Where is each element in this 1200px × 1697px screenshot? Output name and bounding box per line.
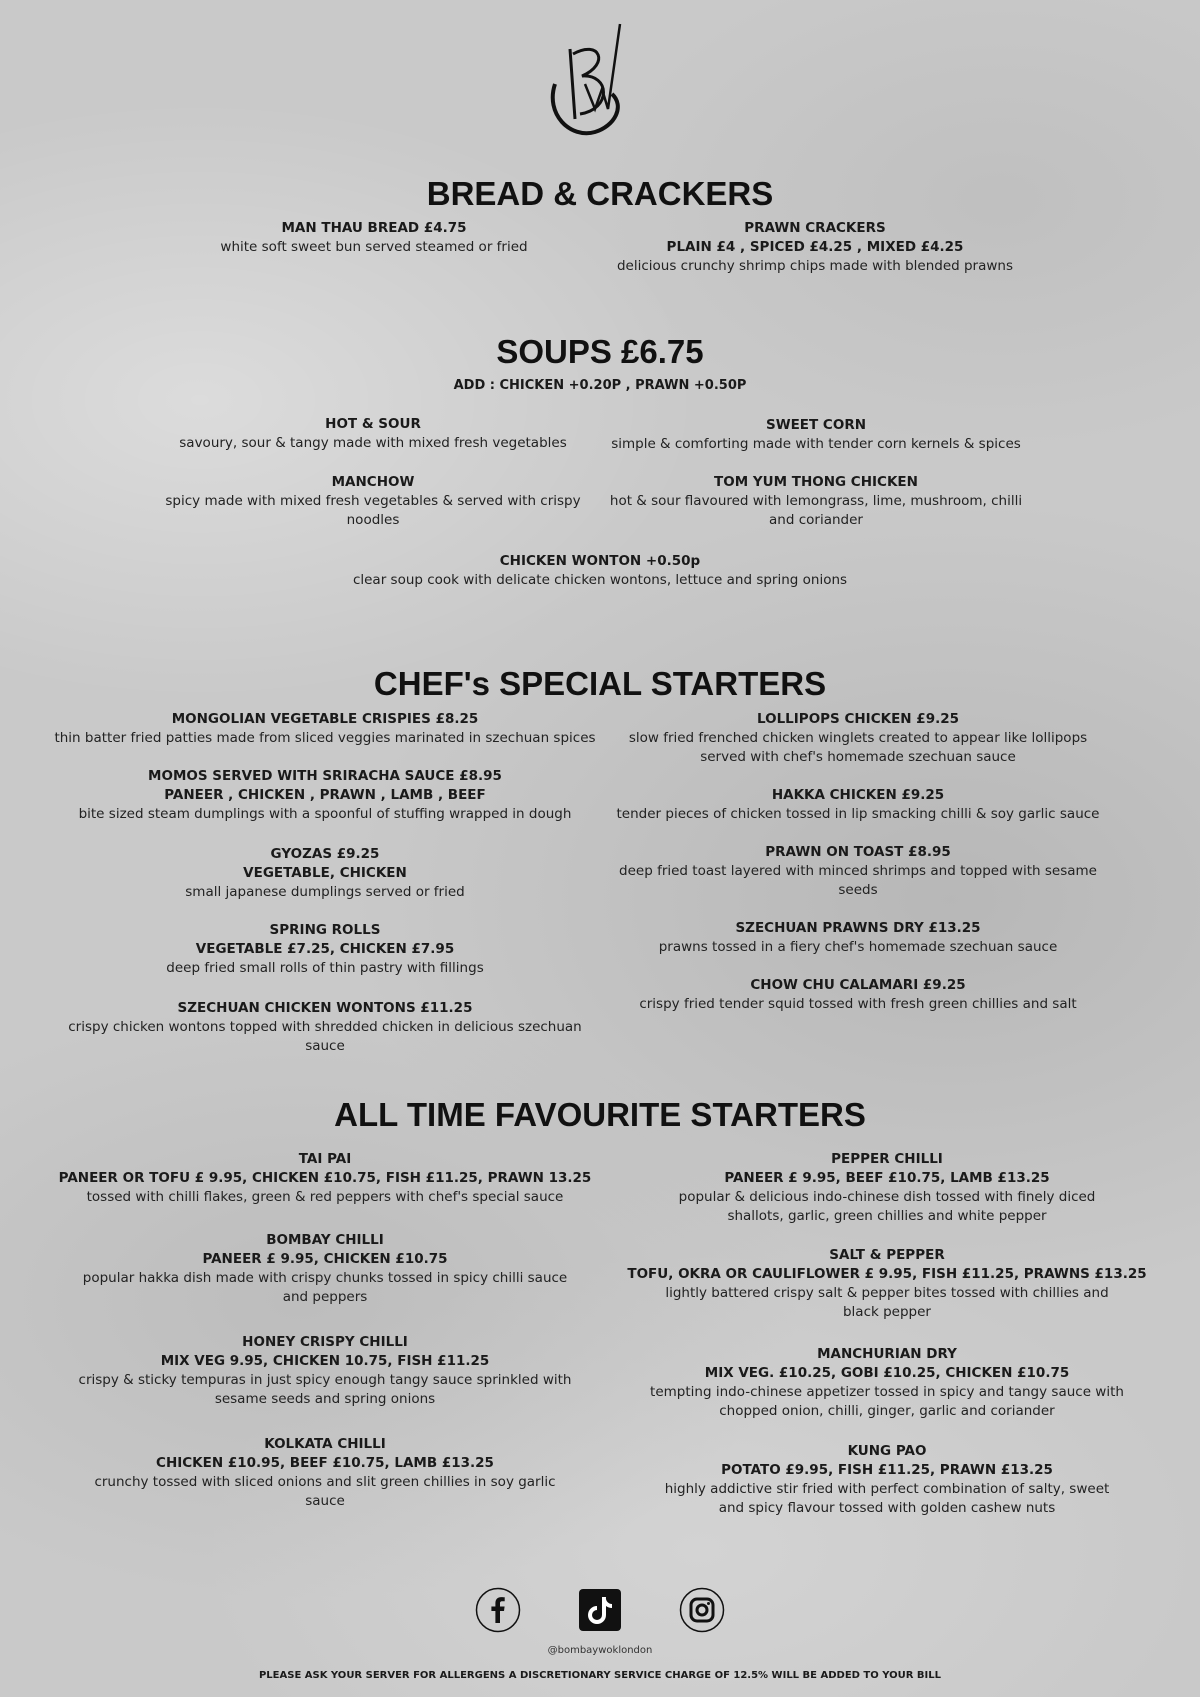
menu-item xyxy=(639,976,1076,1014)
menu-item-title: TOM YUM THONG CHICKEN xyxy=(714,474,918,490)
menu-item xyxy=(79,1333,572,1409)
menu-item-description: chopped onion, chilli, ginger, garlic and coriander xyxy=(719,1403,1055,1419)
menu-item-title: CHICKEN WONTON +0.50p xyxy=(499,553,701,569)
menu-item-title: PRAWN ON TOAST £8.95 xyxy=(765,844,951,860)
menu-item-title: PRAWN CRACKERS xyxy=(744,220,886,236)
menu-item xyxy=(54,710,595,748)
menu-item-prices: PANEER OR TOFU £ 9.95, CHICKEN £10.75, FISH £11.25, PRAWN 13.25 xyxy=(58,1170,592,1186)
menu-item xyxy=(617,219,1013,276)
menu-item xyxy=(68,999,582,1056)
menu-item-prices: MIX VEG. £10.25, GOBI £10.25, CHICKEN £10.75 xyxy=(704,1365,1070,1381)
menu-item-title: HAKKA CHICKEN £9.25 xyxy=(771,787,945,803)
menu-item-prices: VEGETABLE, CHICKEN xyxy=(243,865,407,881)
menu-item-title: HOT & SOUR xyxy=(325,416,421,432)
menu-item xyxy=(166,921,483,978)
menu-item-prices: PLAIN £4 , SPICED £4.25 , MIXED £4.25 xyxy=(666,239,964,255)
menu-item-title: SZECHUAN CHICKEN WONTONS £11.25 xyxy=(177,1000,473,1016)
menu-item-description: prawns tossed in a fiery chef's homemade szechuan sauce xyxy=(658,939,1058,955)
section-heading-chefs-special: CHEF's SPECIAL STARTERS xyxy=(373,665,827,702)
menu-item-description: shallots, garlic, green chillies and white pepper xyxy=(727,1208,1047,1224)
menu-item-description: popular & delicious indo-chinese dish tossed with finely diced xyxy=(678,1189,1096,1205)
menu-item-description: sesame seeds and spring onions xyxy=(214,1391,436,1407)
menu-item-description: deep fried toast layered with minced shrimps and topped with sesame xyxy=(619,863,1097,879)
menu-item-title: MONGOLIAN VEGETABLE CRISPIES £8.25 xyxy=(171,711,479,727)
menu-item xyxy=(611,416,1021,454)
menu-item xyxy=(659,919,1058,957)
section-heading-all-time-favourites: ALL TIME FAVOURITE STARTERS xyxy=(334,1096,866,1133)
menu-item-description: and spicy flavour tossed with golden cashew nuts xyxy=(718,1500,1056,1516)
menu-item-title: GYOZAS £9.25 xyxy=(270,846,380,862)
menu-item-description: white soft sweet bun served steamed or fried xyxy=(220,239,528,255)
menu-item-description: tender pieces of chicken tossed in lip smacking chilli & soy garlic sauce xyxy=(616,806,1100,822)
menu-item-title: MOMOS SERVED WITH SRIRACHA SAUCE £8.95 xyxy=(148,768,502,784)
menu-item xyxy=(165,473,580,530)
menu-item-title: MANCHOW xyxy=(331,474,415,490)
footer-notice: PLEASE ASK YOUR SERVER FOR ALLERGENS A DISCRETIONARY SERVICE CHARGE OF 12.5% WILL BE ADDED TO YOUR BILL xyxy=(258,1670,942,1681)
social-handle[interactable]: @bombaywoklondon xyxy=(547,1645,653,1656)
menu-item-title: TAI PAI xyxy=(298,1151,352,1167)
menu-item-title: PEPPER CHILLI xyxy=(831,1151,943,1167)
menu-item xyxy=(59,1150,592,1207)
menu-item-description: deep fried small rolls of thin pastry with fillings xyxy=(166,960,484,976)
menu-item-description: crispy & sticky tempuras in just spicy enough tangy sauce sprinkled with xyxy=(78,1372,572,1388)
menu-item xyxy=(627,1246,1146,1322)
menu-item-description: hot & sour flavoured with lemongrass, lime, mushroom, chilli xyxy=(609,493,1023,509)
menu-item-title: SALT & PEPPER xyxy=(829,1247,945,1263)
menu-item xyxy=(619,843,1097,900)
menu-item-description: lightly battered crispy salt & pepper bites tossed with chillies and xyxy=(665,1285,1109,1301)
menu-item-description: crispy chicken wontons topped with shredded chicken in delicious szechuan xyxy=(68,1019,582,1035)
menu-item-description: black pepper xyxy=(842,1304,931,1320)
menu-item-description: noodles xyxy=(346,512,400,528)
restaurant-logo xyxy=(540,14,640,148)
menu-item xyxy=(665,1442,1110,1518)
soups-addons: ADD : CHICKEN +0.20P , PRAWN +0.50P xyxy=(453,378,747,393)
menu-item-description: simple & comforting made with tender corn kernels & spices xyxy=(611,436,1021,452)
menu-item-description: small japanese dumplings served or fried xyxy=(185,884,465,900)
menu-item-title: MAN THAU BREAD £4.75 xyxy=(281,220,467,236)
menu-item-description: delicious crunchy shrimp chips made with blended prawns xyxy=(616,258,1014,274)
menu-item xyxy=(179,415,566,453)
section-heading-soups: SOUPS £6.75 xyxy=(496,333,704,370)
menu-item-description: served with chef's homemade szechuan sauce xyxy=(700,749,1016,765)
menu-item-prices: CHICKEN £10.95, BEEF £10.75, LAMB £13.25 xyxy=(156,1455,494,1471)
menu-item-description: and peppers xyxy=(282,1289,368,1305)
menu-item-prices: PANEER £ 9.95, BEEF £10.75, LAMB £13.25 xyxy=(724,1170,1050,1186)
menu-item xyxy=(610,473,1022,530)
menu-item-description: clear soup cook with delicate chicken wontons, lettuce and spring onions xyxy=(352,572,848,588)
menu-item-title: LOLLIPOPS CHICKEN £9.25 xyxy=(756,711,960,727)
menu-item xyxy=(629,710,1087,767)
menu-item-title: KUNG PAO xyxy=(847,1443,927,1459)
menu-item-title: SWEET CORN xyxy=(765,417,867,433)
menu-item xyxy=(220,219,527,257)
section-heading-bread: BREAD & CRACKERS xyxy=(426,175,774,212)
menu-item-description: tempting indo-chinese appetizer tossed in spicy and tangy sauce with xyxy=(650,1384,1124,1400)
facebook-icon[interactable] xyxy=(475,1587,521,1633)
menu-item xyxy=(185,845,464,902)
menu-item xyxy=(79,767,572,824)
menu-item-title: SPRING ROLLS xyxy=(269,922,381,938)
menu-item-title: CHOW CHU CALAMARI £9.25 xyxy=(750,977,966,993)
menu-item xyxy=(650,1345,1124,1421)
menu-item xyxy=(94,1435,555,1511)
menu-item-description: savoury, sour & tangy made with mixed fresh vegetables xyxy=(179,435,567,451)
menu-item xyxy=(617,786,1100,824)
menu-item-title: MANCHURIAN DRY xyxy=(817,1346,957,1362)
menu-item-description: sauce xyxy=(305,1493,345,1509)
menu-item-prices: VEGETABLE £7.25, CHICKEN £7.95 xyxy=(195,941,455,957)
menu-item-description: crunchy tossed with sliced onions and slit green chillies in soy garlic xyxy=(94,1474,556,1490)
menu-item-description: sauce xyxy=(305,1038,345,1054)
menu-item xyxy=(83,1231,567,1307)
menu-item-description: tossed with chilli flakes, green & red peppers with chef's special sauce xyxy=(86,1189,564,1205)
menu-item xyxy=(353,552,847,590)
menu-item-prices: PANEER £ 9.95, CHICKEN £10.75 xyxy=(202,1251,448,1267)
menu-item-description: seeds xyxy=(838,882,878,898)
menu-item-prices: PANEER , CHICKEN , PRAWN , LAMB , BEEF xyxy=(164,787,486,803)
menu-item-title: KOLKATA CHILLI xyxy=(264,1436,386,1452)
menu-item-prices: MIX VEG 9.95, CHICKEN 10.75, FISH £11.25 xyxy=(160,1353,490,1369)
menu-item-title: HONEY CRISPY CHILLI xyxy=(242,1334,408,1350)
menu-item-title: SZECHUAN PRAWNS DRY £13.25 xyxy=(735,920,981,936)
menu-item-description: highly addictive stir fried with perfect combination of salty, sweet xyxy=(664,1481,1110,1497)
tiktok-icon[interactable] xyxy=(577,1587,623,1633)
menu-item-prices: TOFU, OKRA OR CAULIFLOWER £ 9.95, FISH £11.25, PRAWNS £13.25 xyxy=(627,1266,1147,1282)
menu-item-description: and coriander xyxy=(769,512,863,528)
menu-item-description: thin batter fried patties made from sliced veggies marinated in szechuan spices xyxy=(54,730,596,746)
menu-item-description: slow fried frenched chicken winglets created to appear like lollipops xyxy=(628,730,1088,746)
menu-item-description: crispy fried tender squid tossed with fresh green chillies and salt xyxy=(639,996,1077,1012)
instagram-icon[interactable] xyxy=(679,1587,725,1633)
menu-item-prices: POTATO £9.95, FISH £11.25, PRAWN £13.25 xyxy=(721,1462,1053,1478)
menu-item-description: bite sized steam dumplings with a spoonful of stuffing wrapped in dough xyxy=(78,806,572,822)
menu-item-title: BOMBAY CHILLI xyxy=(266,1232,384,1248)
menu-item xyxy=(679,1150,1096,1226)
menu-item-description: popular hakka dish made with crispy chunks tossed in spicy chilli sauce xyxy=(82,1270,568,1286)
menu-item-description: spicy made with mixed fresh vegetables & served with crispy xyxy=(165,493,581,509)
